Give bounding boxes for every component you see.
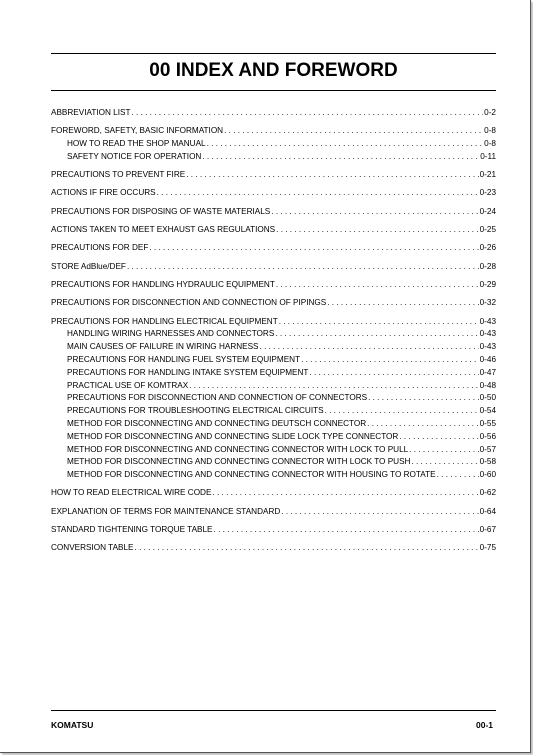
toc-entry[interactable] bbox=[51, 487, 496, 500]
toc-entry-page: 0-67 bbox=[479, 525, 496, 535]
toc-entry-page: 0-43 bbox=[479, 329, 496, 339]
toc-entry-page: 0-26 bbox=[479, 243, 496, 253]
toc-entry-page: 0-62 bbox=[479, 488, 496, 498]
toc-entry-page: 0-56 bbox=[479, 431, 496, 441]
toc-entry[interactable] bbox=[51, 279, 496, 292]
toc-entry-page: 0-58 bbox=[479, 457, 496, 467]
toc-entry-page: 0-8 bbox=[484, 139, 496, 149]
toc-subentry[interactable] bbox=[51, 418, 496, 431]
toc-entry-label: PRECAUTIONS FOR DISCONNECTION AND CONNECTION OF PIPINGS bbox=[51, 298, 327, 308]
toc-entry-label: EXPLANATION OF TERMS FOR MAINTENANCE STANDARD bbox=[51, 506, 281, 516]
toc-entry-page: 0-28 bbox=[479, 261, 496, 271]
toc-entry-page: 0-50 bbox=[479, 393, 496, 403]
footer-rule bbox=[51, 710, 496, 711]
dot-leader bbox=[212, 487, 478, 500]
toc-entry-label: PRECAUTIONS TO PREVENT FIRE bbox=[51, 170, 186, 180]
dot-leader bbox=[224, 125, 483, 138]
toc-entry-label: PRACTICAL USE OF KOMTRAX bbox=[67, 380, 189, 390]
dot-leader bbox=[275, 328, 478, 341]
toc-group bbox=[51, 169, 496, 182]
dot-leader bbox=[127, 261, 479, 274]
toc-entry-label: ACTIONS IF FIRE OCCURS bbox=[51, 188, 156, 198]
title-rule bbox=[51, 90, 496, 91]
toc-entry-label: METHOD FOR DISCONNECTING AND CONNECTING DEUTSCH CONNECTOR bbox=[67, 418, 367, 428]
toc-entry-page: 0-2 bbox=[484, 108, 496, 117]
toc-entry[interactable] bbox=[51, 125, 496, 138]
toc-entry-page: 0-32 bbox=[479, 298, 496, 308]
toc-entry-label: PRECAUTIONS FOR DEF bbox=[51, 243, 149, 253]
toc-subentry[interactable] bbox=[51, 138, 496, 151]
toc-entry-page: 0-54 bbox=[479, 406, 496, 416]
toc-entry-page: 0-23 bbox=[479, 188, 496, 198]
toc-entry-page: 0-25 bbox=[479, 225, 496, 235]
toc-entry[interactable] bbox=[51, 169, 496, 182]
dot-leader bbox=[189, 380, 478, 393]
toc-group bbox=[51, 107, 496, 120]
dot-leader bbox=[131, 107, 483, 120]
toc-entry-label: PRECAUTIONS FOR HANDLING FUEL SYSTEM EQUIPMENT bbox=[67, 354, 301, 364]
toc-entry-page: 0-57 bbox=[479, 444, 496, 454]
page-title: 00 INDEX AND FOREWORD bbox=[149, 60, 398, 81]
toc-entry-page: 0-48 bbox=[479, 380, 496, 390]
dot-leader bbox=[186, 169, 478, 182]
dot-leader bbox=[279, 316, 479, 329]
toc-entry-label: PRECAUTIONS FOR HANDLING INTAKE SYSTEM EQUIPMENT bbox=[67, 367, 309, 377]
dot-leader bbox=[409, 444, 478, 457]
toc-entry-label: HANDLING WIRING HARNESSES AND CONNECTORS bbox=[67, 329, 275, 339]
dot-leader bbox=[276, 279, 479, 292]
toc-entry-label: METHOD FOR DISCONNECTING AND CONNECTING CONNECTOR WITH LOCK TO PULL bbox=[67, 444, 409, 454]
footer-brand: KOMATSU bbox=[51, 720, 94, 730]
toc-entry-label: PRECAUTIONS FOR DISCONNECTION AND CONNECTION OF CONNECTORS bbox=[67, 393, 368, 403]
toc-subentry[interactable] bbox=[51, 444, 496, 457]
toc-entry[interactable] bbox=[51, 316, 496, 329]
toc-group bbox=[51, 206, 496, 219]
toc-entry-page: 0-43 bbox=[479, 342, 496, 352]
toc-entry-page: 0-47 bbox=[479, 367, 496, 377]
toc-group bbox=[51, 297, 496, 310]
toc-entry-page: 0-43 bbox=[479, 316, 496, 326]
toc-entry-label: PRECAUTIONS FOR HANDLING ELECTRICAL EQUIPMENT bbox=[51, 316, 278, 326]
toc-entry[interactable] bbox=[51, 107, 496, 120]
toc-subentry[interactable] bbox=[51, 392, 496, 405]
toc-entry-page: 0-8 bbox=[484, 126, 496, 136]
dot-leader bbox=[367, 418, 478, 431]
toc-entry[interactable] bbox=[51, 187, 496, 200]
toc-entry-label: METHOD FOR DISCONNECTING AND CONNECTING CONNECTOR WITH LOCK TO PUSH bbox=[67, 457, 411, 467]
toc-subentry[interactable] bbox=[51, 431, 496, 444]
toc-group bbox=[51, 125, 496, 163]
toc-subentry[interactable] bbox=[51, 341, 496, 354]
toc-entry-page: 0-29 bbox=[479, 279, 496, 289]
dot-leader bbox=[399, 431, 478, 444]
toc-entry-page: 0-24 bbox=[479, 206, 496, 216]
dot-leader bbox=[271, 206, 478, 219]
toc-group bbox=[51, 242, 496, 255]
dot-leader bbox=[157, 187, 479, 200]
toc-group bbox=[51, 261, 496, 274]
toc-entry[interactable] bbox=[51, 524, 496, 537]
toc-entry[interactable] bbox=[51, 261, 496, 274]
toc-entry-label: HOW TO READ THE SHOP MANUAL bbox=[67, 139, 206, 149]
dot-leader bbox=[207, 138, 484, 151]
toc-subentry[interactable] bbox=[51, 380, 496, 393]
toc-entry[interactable] bbox=[51, 542, 496, 555]
table-of-contents bbox=[51, 107, 496, 561]
dot-leader bbox=[327, 297, 478, 310]
toc-entry[interactable] bbox=[51, 242, 496, 255]
toc-subentry[interactable] bbox=[51, 469, 496, 482]
toc-subentry[interactable] bbox=[51, 367, 496, 380]
toc-entry-page: 0-46 bbox=[479, 354, 496, 364]
dot-leader bbox=[309, 367, 478, 380]
toc-entry-label: CONVERSION TABLE bbox=[51, 543, 134, 553]
toc-subentry[interactable] bbox=[51, 405, 496, 418]
toc-group bbox=[51, 224, 496, 237]
toc-entry-label: SAFETY NOTICE FOR OPERATION bbox=[67, 151, 202, 161]
toc-entry-label: METHOD FOR DISCONNECTING AND CONNECTING CONNECTOR WITH HOUSING TO ROTATE bbox=[67, 470, 436, 480]
dot-leader bbox=[260, 341, 479, 354]
dot-leader bbox=[281, 506, 478, 519]
dot-leader bbox=[135, 542, 479, 555]
dot-leader bbox=[149, 242, 478, 255]
dot-leader bbox=[301, 354, 479, 367]
toc-entry-label: STANDARD TIGHTENING TORQUE TABLE bbox=[51, 525, 213, 535]
toc-subentry[interactable] bbox=[51, 456, 496, 469]
dot-leader bbox=[202, 151, 479, 164]
toc-entry-label: FOREWORD, SAFETY, BASIC INFORMATION bbox=[51, 126, 224, 136]
footer-page-number: 00-1 bbox=[475, 720, 493, 730]
toc-entry[interactable] bbox=[51, 206, 496, 219]
toc-group bbox=[51, 187, 496, 200]
toc-subentry[interactable] bbox=[51, 328, 496, 341]
toc-entry-label: ACTIONS TAKEN TO MEET EXHAUST GAS REGULATIONS bbox=[51, 225, 276, 235]
toc-entry-page: 0-64 bbox=[479, 506, 496, 516]
toc-entry-label: HOW TO READ ELECTRICAL WIRE CODE bbox=[51, 488, 212, 498]
toc-subentry[interactable] bbox=[51, 151, 496, 164]
toc-entry-label: PRECAUTIONS FOR TROUBLESHOOTING ELECTRICAL CIRCUITS bbox=[67, 406, 324, 416]
toc-entry-label: MAIN CAUSES OF FAILURE IN WIRING HARNESS bbox=[67, 342, 259, 352]
toc-entry-label: STORE AdBlue/DEF bbox=[51, 261, 126, 271]
dot-leader bbox=[214, 524, 479, 537]
toc-entry-label: METHOD FOR DISCONNECTING AND CONNECTING SLIDE LOCK TYPE CONNECTOR bbox=[67, 431, 399, 441]
toc-entry-page: 0-60 bbox=[479, 470, 496, 480]
toc-group bbox=[51, 316, 496, 482]
toc-group bbox=[51, 542, 496, 555]
dot-leader bbox=[368, 392, 479, 405]
dot-leader bbox=[325, 405, 479, 418]
toc-subentry[interactable] bbox=[51, 354, 496, 367]
dot-leader bbox=[276, 224, 478, 237]
dot-leader bbox=[437, 469, 479, 482]
toc-entry[interactable] bbox=[51, 297, 496, 310]
toc-entry-label: ABBREVIATION LIST bbox=[51, 108, 131, 117]
toc-entry-page: 0-11 bbox=[480, 151, 496, 161]
toc-entry-label: PRECAUTIONS FOR DISPOSING OF WASTE MATERIALS bbox=[51, 206, 271, 216]
toc-group bbox=[51, 506, 496, 519]
toc-group bbox=[51, 487, 496, 500]
dot-leader bbox=[411, 456, 478, 469]
toc-group bbox=[51, 524, 496, 537]
toc-entry[interactable] bbox=[51, 506, 496, 519]
top-rule bbox=[51, 53, 496, 54]
toc-entry-label: PRECAUTIONS FOR HANDLING HYDRAULIC EQUIPMENT bbox=[51, 279, 275, 289]
toc-entry-page: 0-21 bbox=[479, 170, 496, 180]
toc-entry[interactable] bbox=[51, 224, 496, 237]
toc-entry-page: 0-75 bbox=[479, 543, 496, 553]
toc-group bbox=[51, 279, 496, 292]
toc-entry-page: 0-55 bbox=[479, 418, 496, 428]
